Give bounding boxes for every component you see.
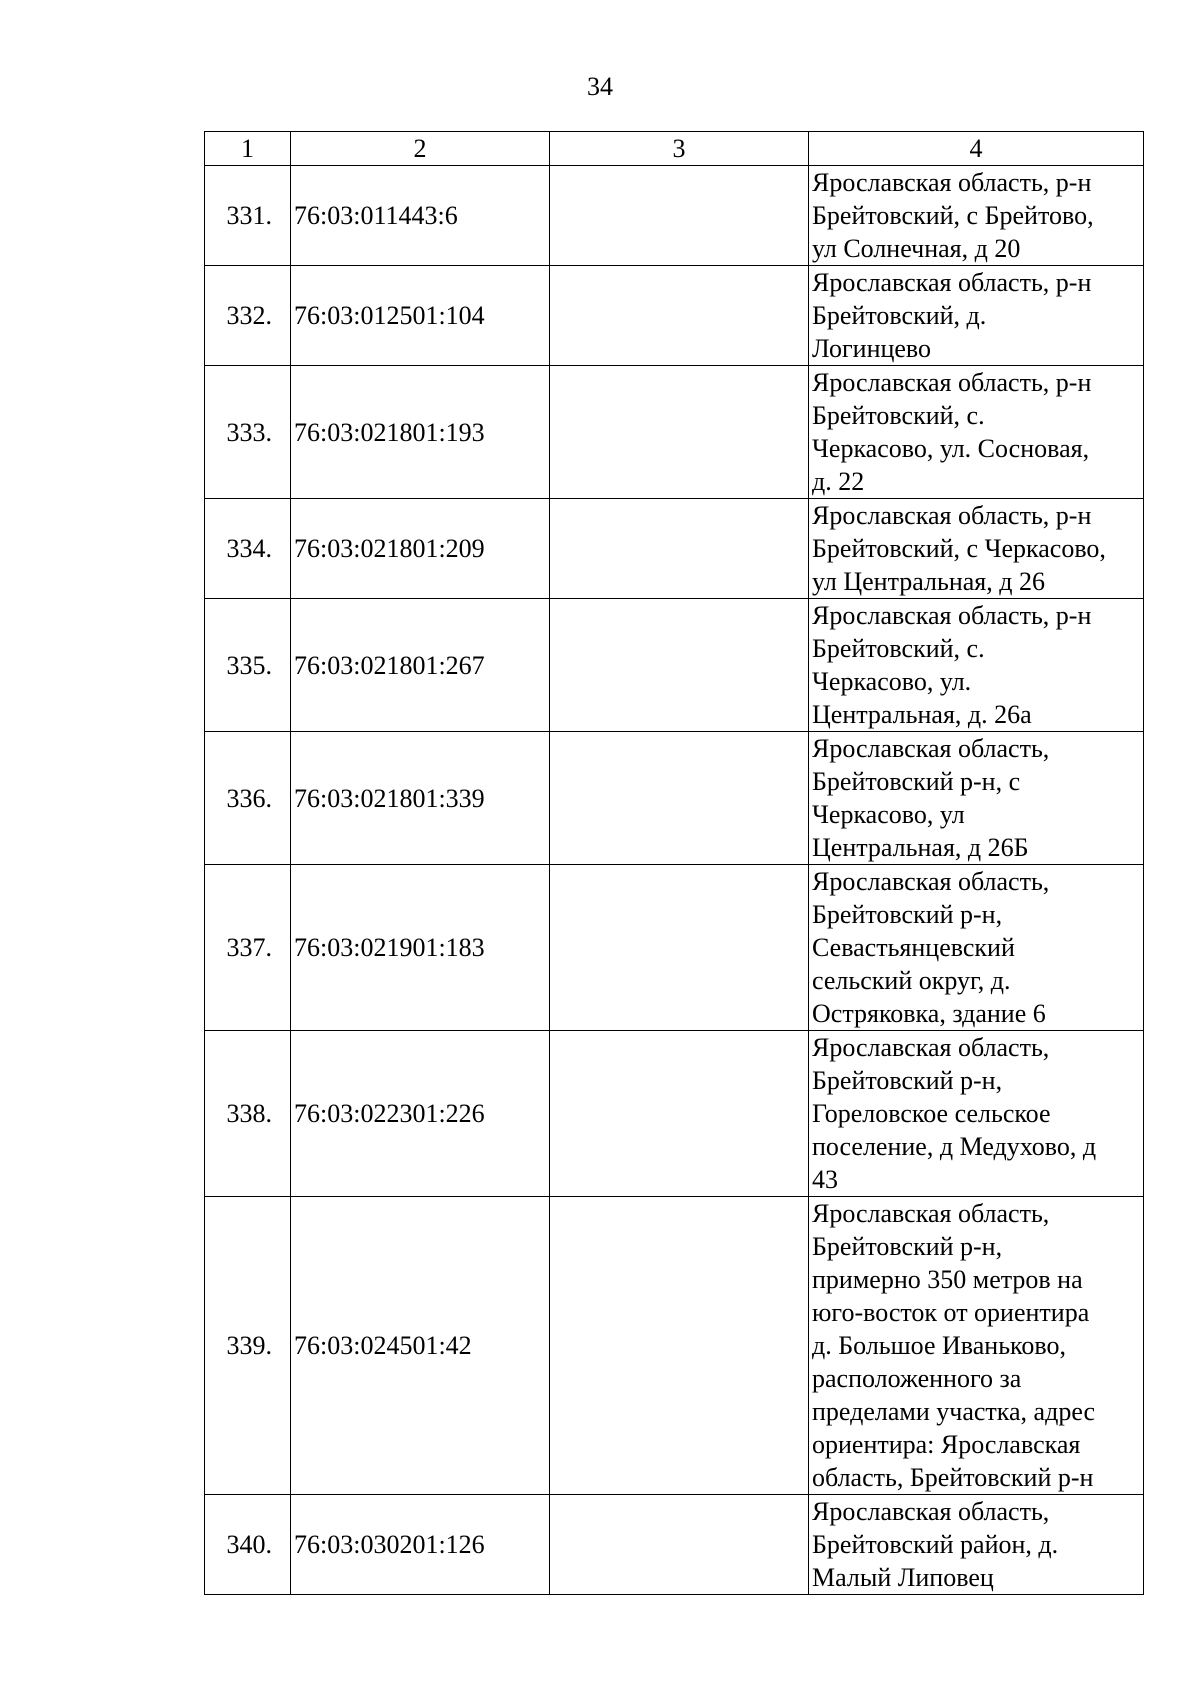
table-row: [205, 1197, 1144, 1495]
empty-column-cell: [550, 166, 809, 266]
empty-column-cell: [550, 499, 809, 599]
empty-column-cell: [550, 1197, 809, 1495]
table-row: [205, 599, 1144, 732]
empty-column-cell: [550, 1495, 809, 1595]
table-row: [205, 732, 1144, 865]
column-header-1: 1: [205, 132, 291, 166]
address-cell: Ярославская область, Брейтовский р-н, примерно 350 метров на юго-восток от ориентира д. Большое Иваньково, расположенного за пределами участка, адрес ориентира: Ярославская область, Брейтовский р-н: [809, 1197, 1144, 1495]
address-cell: Ярославская область, Брейтовский р-н, с Черкасово, ул Центральная, д 26Б: [809, 732, 1144, 865]
table-row: [205, 366, 1144, 499]
row-number-cell: 338.: [205, 1031, 291, 1197]
cadastral-number-cell: 76:03:030201:126: [291, 1495, 550, 1595]
row-number-cell: 340.: [205, 1495, 291, 1595]
address-cell: Ярославская область, р-н Брейтовский, с. Черкасово, ул. Центральная, д. 26а: [809, 599, 1144, 732]
column-header-2: 2: [291, 132, 550, 166]
cadastral-number-cell: 76:03:011443:6: [291, 166, 550, 266]
row-number-cell: 339.: [205, 1197, 291, 1495]
empty-column-cell: [550, 366, 809, 499]
table-row: [205, 166, 1144, 266]
cadastral-number-cell: 76:03:021901:183: [291, 865, 550, 1031]
address-cell: Ярославская область, Брейтовский район, д. Малый Липовец: [809, 1495, 1144, 1595]
address-cell: Ярославская область, р-н Брейтовский, с Брейтово, ул Солнечная, д 20: [809, 166, 1144, 266]
cadastral-number-cell: 76:03:021801:339: [291, 732, 550, 865]
table-row: [205, 865, 1144, 1031]
cadastral-number-cell: 76:03:021801:209: [291, 499, 550, 599]
page-number: 34: [587, 72, 613, 101]
address-cell: Ярославская область, р-н Брейтовский, д. Логинцево: [809, 266, 1144, 366]
table-header-row: [205, 132, 1144, 166]
cadastral-number-cell: 76:03:024501:42: [291, 1197, 550, 1495]
address-cell: Ярославская область, р-н Брейтовский, с Черкасово, ул Центральная, д 26: [809, 499, 1144, 599]
land-plots-table: [204, 131, 1144, 1595]
table-row: [205, 266, 1144, 366]
column-header-3: 3: [550, 132, 809, 166]
row-number-cell: 332.: [205, 266, 291, 366]
empty-column-cell: [550, 732, 809, 865]
address-cell: Ярославская область, Брейтовский р-н, Гореловское сельское поселение, д Медухово, д 43: [809, 1031, 1144, 1197]
row-number-cell: 333.: [205, 366, 291, 499]
table-row: [205, 1031, 1144, 1197]
cadastral-number-cell: 76:03:021801:193: [291, 366, 550, 499]
row-number-cell: 336.: [205, 732, 291, 865]
row-number-cell: 337.: [205, 865, 291, 1031]
empty-column-cell: [550, 865, 809, 1031]
row-number-cell: 335.: [205, 599, 291, 732]
table-row: [205, 1495, 1144, 1595]
column-header-4: 4: [809, 132, 1144, 166]
row-number-cell: 331.: [205, 166, 291, 266]
address-cell: Ярославская область, Брейтовский р-н, Севастьянцевский сельский округ, д. Остряковка, здание 6: [809, 865, 1144, 1031]
cadastral-number-cell: 76:03:021801:267: [291, 599, 550, 732]
cadastral-number-cell: 76:03:022301:226: [291, 1031, 550, 1197]
empty-column-cell: [550, 1031, 809, 1197]
table-row: [205, 499, 1144, 599]
empty-column-cell: [550, 266, 809, 366]
address-cell: Ярославская область, р-н Брейтовский, с. Черкасово, ул. Сосновая, д. 22: [809, 366, 1144, 499]
cadastral-number-cell: 76:03:012501:104: [291, 266, 550, 366]
empty-column-cell: [550, 599, 809, 732]
row-number-cell: 334.: [205, 499, 291, 599]
